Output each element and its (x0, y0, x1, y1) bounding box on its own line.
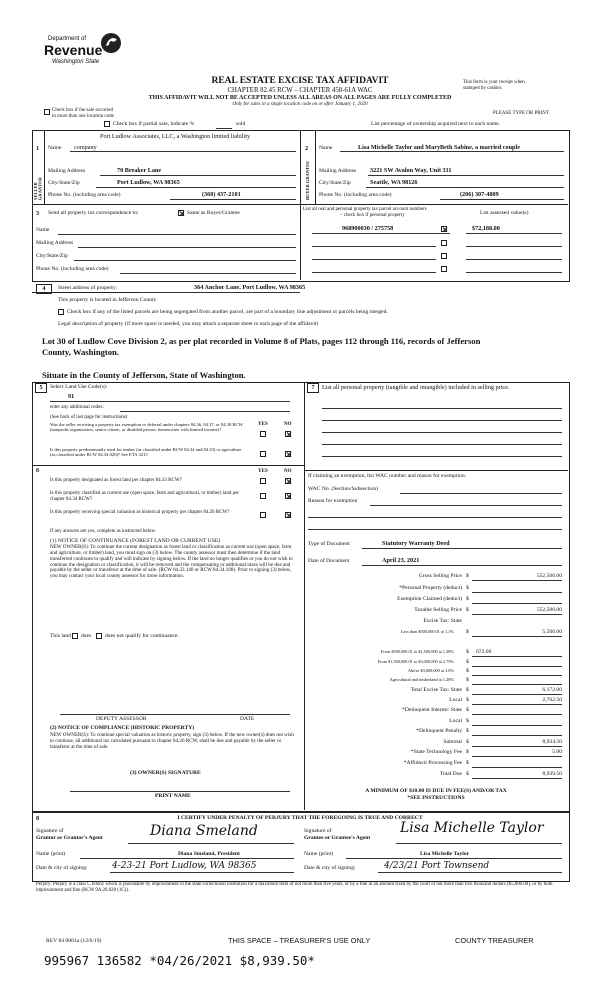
does-not-qualify-checkbox[interactable] (96, 633, 102, 639)
forest-no-checkbox[interactable] (285, 478, 291, 484)
grantor-sig-label-1: Signature of (36, 828, 64, 834)
local2-dollar: $ (466, 718, 469, 724)
form-title: REAL ESTATE EXCISE TAX AFFIDAVIT (211, 76, 389, 86)
excise-label: Excise Tax: State (423, 618, 462, 624)
seller-address-value: 70 Breaker Lane (117, 167, 162, 174)
taxable-dollar: $ (466, 607, 469, 613)
land-use-yes-header: YES (258, 422, 268, 427)
land-use-additional: enter any additional codes: (50, 405, 104, 410)
parcel-1-personal-checkbox[interactable] (441, 226, 447, 232)
seller-side-label: SELLER GRANTOR (33, 177, 43, 200)
seller-phone-value: (360) 437-2101 (202, 191, 241, 198)
dept-line1: Department of (48, 36, 87, 42)
form-id: REV 84 0001a (12/6/19) (46, 938, 102, 944)
grantee-date-value: 4/23/21 Port Townsend (384, 861, 490, 871)
exemption-reason-label: Reason for exemption (308, 498, 358, 504)
total-due-label: Total Due (439, 771, 462, 777)
seller-address-label: Mailing Address (48, 168, 86, 174)
does-qualify-label: This land (50, 633, 71, 639)
street-value: 364 Anchor Lane, Port Ludlow, WA 98365 (194, 284, 306, 291)
personal-property-section-number: 7 (307, 383, 319, 393)
tech-fee-value: 5.00 (552, 749, 562, 755)
print-name-label: PRINT NAME (155, 793, 191, 799)
dept-line3: Washington State (52, 59, 100, 65)
tier5-label: Agricultural and timberland at 1.28% (389, 677, 454, 682)
exemption-yes-checkbox[interactable] (260, 431, 266, 437)
affidavit-fee-dollar: $ (466, 760, 469, 766)
section6-q2: Is this property classified as current use (open space, farm and agricultural, or timber) land per chapter 84.34 RCW? (50, 491, 239, 502)
receipt-note-2: stamped by cashier. (463, 86, 503, 91)
buyer-city-value: Seattle, WA 98126 (370, 179, 418, 186)
county-treasurer: COUNTY TREASURER (455, 936, 534, 945)
partial-sale-checkbox[interactable] (104, 121, 110, 127)
seller-section-number: 1 (36, 145, 40, 152)
grantee-sig-label-2: Grantee or Grantee's Agent (304, 835, 371, 841)
historic-no-checkbox[interactable] (285, 512, 291, 518)
notice1-title: (1) NOTICE OF CONTINUANCE (FOREST LAND OR CURRENT USE) (50, 538, 221, 544)
deputy-date-label: DATE (240, 716, 255, 722)
assessed-header: List assessed value(s) (480, 210, 529, 216)
timber-yes-checkbox[interactable] (260, 451, 266, 457)
land-use-q2: Is this property predominantly used for timber (as classified under RCW 84.34 and 84.33) or agriculture (as classified under RCW 84.34.020)? See ETA 3215 (50, 447, 242, 458)
multi-location-label-2: in more than one location code (52, 114, 114, 119)
land-use-see-back: (See back of last page for instructions) (50, 415, 128, 420)
exemption-deduct-label: Exemption Claimed (deduct) (397, 596, 462, 602)
notice2-title: (2) NOTICE OF COMPLIANCE (HISTORIC PROPERTY) (50, 725, 195, 731)
delinq-penalty-dollar: $ (466, 728, 469, 734)
type-or-print: PLEASE TYPE OR PRINT (493, 111, 549, 116)
legal-label: Legal description of property (if more space is needed, you may attach a separate sheet to each page of the affidavit) (58, 321, 319, 327)
grantor-name-value: Diana Smeland, President (178, 851, 240, 857)
corr-name-label: Name (36, 227, 50, 233)
grantee-sig-label-1: Signature of (304, 828, 332, 834)
land-use-code: 91 (68, 393, 75, 400)
ownership-pct-label: List percentage of ownership acquired next to each name. (371, 121, 501, 127)
seller-phone-label: Phone No. (including area code) (48, 192, 121, 198)
seller-city-value: Port Ludlow, WA 98365 (117, 179, 180, 186)
gross-dollar: $ (466, 573, 469, 579)
local2-label: Local (449, 718, 462, 724)
section6-yes-header: YES (258, 469, 268, 474)
parcel-3-personal-checkbox[interactable] (441, 253, 447, 259)
property-section-number: 4 (36, 284, 52, 294)
grantee-date-label: Date & city of signing: (304, 865, 356, 871)
does-qualify-text: does (81, 633, 92, 639)
owner-signature-label: (3) OWNER(S) SIGNATURE (130, 770, 201, 776)
grantee-signature: Lisa Michelle Taylor (400, 820, 544, 836)
tier3-label: From $1,500,000.01 to $3,000,000 at 2.75% (377, 659, 454, 664)
segregated-checkbox[interactable] (58, 309, 64, 315)
forest-yes-checkbox[interactable] (260, 478, 266, 484)
parcel-4-personal-checkbox[interactable] (441, 266, 447, 272)
county-note: This property is located in Jefferson County (58, 297, 157, 303)
legal-line-1: Lot 30 of Ludlow Cove Division 2, as per plat recorded in Volume 8 of Plats, pages 112 through 116, records of Jefferson (42, 336, 481, 346)
seller-name-line2: company (74, 144, 97, 151)
local-label: Local (449, 697, 462, 703)
section6-number: 6 (36, 467, 40, 474)
parcel-1-assessed: $72,188.00 (472, 225, 500, 232)
delinq-interest-label: *Delinquent Interest: State (402, 707, 462, 713)
exemption-no-checkbox[interactable] (285, 431, 291, 437)
does-qualify-checkbox[interactable] (72, 633, 78, 639)
seller-name-line1: Port Ludlow Associates, LLC, a Washington limited liability (100, 133, 251, 140)
doc-date-label: Date of Document (308, 558, 350, 564)
dept-line2: Revenue (44, 42, 103, 58)
form-subtitle: CHAPTER 82.45 RCW – CHAPTER 458-61A WAC (227, 87, 373, 94)
buyer-section-number: 2 (305, 145, 309, 152)
total-state-value: 6,172.00 (542, 687, 562, 693)
tech-fee-label: *State Technology Fee (410, 749, 462, 755)
exemption-deduct-dollar: $ (466, 596, 469, 602)
grantor-name-label: Name (print) (36, 851, 66, 857)
see-instructions-note: *SEE INSTRUCTIONS (407, 795, 465, 801)
tier4-dollar: $ (466, 668, 469, 674)
deputy-assessor-label: DEPUTY ASSESSOR (96, 716, 147, 722)
corr-phone-label: Phone No. (including area code) (36, 266, 109, 272)
notice1-body: NEW OWNER(S): To continue the current designation as forest land or classification as current use (open space, farm and agriculture, or timber) land, you must sign on (3) below. The county assessor must then determine if the land transferred continues to qualify and will indicate by signing below. If the land no longer qualifies or you do not wish to continue the designation or classification, it will be removed and the compensating or additional taxes will be due and payable by the seller or transferor at the time of sale. (RCW 84.33.140 or RCW 84.34.108). Prior to signing (3) below, you may contact your local county assessor for more information. (50, 544, 293, 580)
tier1-label: Less than $500,000.01 at 1.1% (400, 629, 454, 634)
sold-label: sold (236, 121, 246, 127)
local-dollar: $ (466, 697, 469, 703)
section6-no-header: NO (284, 469, 292, 474)
doc-date-value: April 23, 2021 (382, 557, 420, 564)
land-use-q1: Was the seller receiving a property tax exemption or deferral under chapters 84.36, 84.37, or 84.38 RCW (nonprofit organization, senior citizen, or disabled person, homeowner with limited income)? (50, 422, 243, 433)
situate-line: Situate in the County of Jefferson, State of Washington. (42, 370, 246, 380)
same-as-buyer-label: Same as Buyer/Grantee (187, 210, 240, 216)
tier2-value: 672.00 (476, 649, 492, 655)
land-use-label: Select Land Use Code(s): (50, 384, 108, 390)
perjury-notice: Perjury: Perjury is a class C felony which is punishable by imprisonment in the state correctional institution for a maximum term of not more than five years, or by a fine in an amount fixed by the court of not more than five thousand dollars ($5,000.00), or by both imprisonment and fine (RCW 9A.20.020 (1C)). (36, 882, 553, 893)
correspondence-section-number: 3 (36, 210, 40, 217)
tier5-dollar: $ (466, 677, 469, 683)
section6-q1: Is this property designated as forest land per chapter 84.33 RCW? (50, 478, 182, 483)
corr-address-label: Mailing Address (36, 240, 74, 246)
treasurer-space: THIS SPACE – TREASURER'S USE ONLY (228, 936, 371, 945)
only-for-note: Only for sales in a single location code on or after January 1, 2020 (232, 102, 368, 107)
current-use-yes-checkbox[interactable] (260, 493, 266, 499)
total-state-dollar: $ (466, 687, 469, 693)
tier2-dollar: $ (466, 649, 469, 655)
grantor-signature: Diana Smeland (150, 823, 258, 839)
buyer-side-label: BUYER GRANTEE (305, 160, 310, 200)
personal-deduct-label: *Personal Property (deduct) (399, 585, 462, 591)
parcels-header-1: List all real and personal property tax parcel account numbers (303, 207, 427, 212)
segregated-note: Check box if any of the listed parcels are being segregated from another parcel, are part of a boundary line adjustment or parcels being merged. (67, 309, 388, 315)
corr-city-label: City/State/Zip (36, 253, 68, 259)
buyer-address-value: 3221 SW Avalon Way, Unit 311 (370, 167, 452, 174)
buyer-phone-label: Phone No. (including area code) (319, 192, 392, 198)
seller-city-label: City/State/Zip (48, 180, 80, 186)
receipt-note-1: This form is your receipt when (463, 80, 525, 85)
wac-label: WAC No. (Section/Subsection) (308, 486, 379, 492)
certification-section-number: 8 (36, 815, 40, 822)
parcels-header-2: – check box if personal property (340, 213, 405, 218)
buyer-name-value: Lisa Michelle Taylor and MaryBeth Sabine, a married couple (358, 144, 520, 151)
partial-sale-label: Check box if partial sale, indicate % (113, 121, 195, 127)
seller-name-label: Name (48, 145, 62, 151)
section6-if-yes: If any answers are yes, complete as instructed below. (50, 529, 157, 534)
tech-fee-dollar: $ (466, 749, 469, 755)
grantor-date-label: Date & city of signing: (36, 865, 88, 871)
total-due-dollar: $ (466, 771, 469, 777)
subtotal-dollar: $ (466, 739, 469, 745)
tier4-label: Above $3,000,000 at 3.0% (407, 668, 454, 673)
tier2-label: From $500,000.01 to $1,500,000 at 1.28% (380, 649, 454, 654)
parcel-2-personal-checkbox[interactable] (441, 240, 447, 246)
tier3-dollar: $ (466, 659, 469, 665)
section6-q3: Is this property receiving special valuation as historical property per chapter 84.26 RCW? (50, 510, 230, 515)
does-not-qualify-text: does not qualify for continuance. (105, 633, 179, 639)
multi-location-checkbox[interactable] (44, 109, 50, 115)
grantee-name-label: Name (print) (304, 851, 334, 857)
subtotal-value: 8,934.50 (542, 739, 562, 745)
receipt-stamp: 995967 136582 *04/26/2021 $8,939.50* (44, 953, 315, 968)
dor-logo-icon (100, 32, 122, 54)
grantor-date-value: 4-23-21 Port Ludlow, WA 98365 (112, 861, 257, 871)
grantor-sig-label-2: Grantor or Grantor's Agent (36, 835, 103, 841)
grantee-name-value: Lisa Michelle Taylor (420, 851, 470, 857)
doc-type-value: Statutory Warranty Deed (382, 540, 450, 547)
land-use-no-header: NO (284, 422, 292, 427)
tier1-dollar: $ (466, 629, 469, 635)
personal-property-label: List all personal property (tangible and intangible) included in selling price. (322, 384, 510, 391)
exemption-claim-label: If claiming an exemption, list WAC number and reason for exemption: (308, 473, 467, 479)
legal-line-2: County, Washington. (42, 347, 119, 357)
dor-logo (44, 32, 124, 72)
same-as-buyer-checkbox[interactable] (178, 210, 184, 216)
gross-label: Gross Selling Price (418, 573, 462, 579)
buyer-city-label: City/State/Zip (319, 180, 351, 186)
taxable-value: 552,500.00 (536, 607, 562, 613)
current-use-no-checkbox[interactable] (285, 493, 291, 499)
certify-statement: I CERTIFY UNDER PENALTY OF PERJURY THAT THE FOREGOING IS TRUE AND CORRECT (177, 815, 423, 821)
affidavit-fee-label: *Affidavit Processing Fee (403, 760, 462, 766)
subtotal-label: Subtotal (443, 739, 462, 745)
form-warning: THIS AFFIDAVIT WILL NOT BE ACCEPTED UNLESS ALL AREAS ON ALL PAGES ARE FULLY COMPLETED (148, 95, 452, 101)
doc-type-label: Type of Document (308, 541, 350, 547)
historic-yes-checkbox[interactable] (260, 512, 266, 518)
buyer-name-label: Name (319, 145, 333, 151)
local-value: 2,762.50 (542, 697, 562, 703)
gross-value: 552,500.00 (536, 573, 562, 579)
delinq-penalty-label: *Delinquent Penalty (416, 728, 462, 734)
timber-no-checkbox[interactable] (285, 451, 291, 457)
street-label: Street address of property: (58, 285, 118, 291)
taxable-label: Taxable Selling Price (414, 607, 462, 613)
correspondence-label: Send all property tax correspondence to: (48, 210, 139, 216)
total-state-label: Total Excise Tax: State (410, 687, 462, 693)
notice2-body: NEW OWNER(S): To continue special valuation as historic property, sign (3) below. If the new owner(s) does not wish to continue, all additional tax calculated pursuant to chapter 84.26 RCW, shall be due and payable by the seller or transferor at the time of sale. (50, 732, 294, 750)
tier1-value: 5,500.00 (542, 629, 562, 635)
buyer-address-label: Mailing Address (319, 168, 357, 174)
minimum-note: A MINIMUM OF $10.00 IS DUE IN FEE(S) AND/OR TAX (365, 788, 507, 794)
parcel-1-value: 968900030 / 275758 (342, 225, 394, 232)
land-use-section-number: 5 (35, 383, 47, 393)
delinq-interest-dollar: $ (466, 707, 469, 713)
multi-location-label-1: Check box if the sale occurred (52, 108, 113, 113)
personal-deduct-dollar: $ (466, 585, 469, 591)
total-due-value: 8,939.50 (542, 771, 562, 777)
buyer-phone-value: (206) 307-4809 (460, 191, 499, 198)
